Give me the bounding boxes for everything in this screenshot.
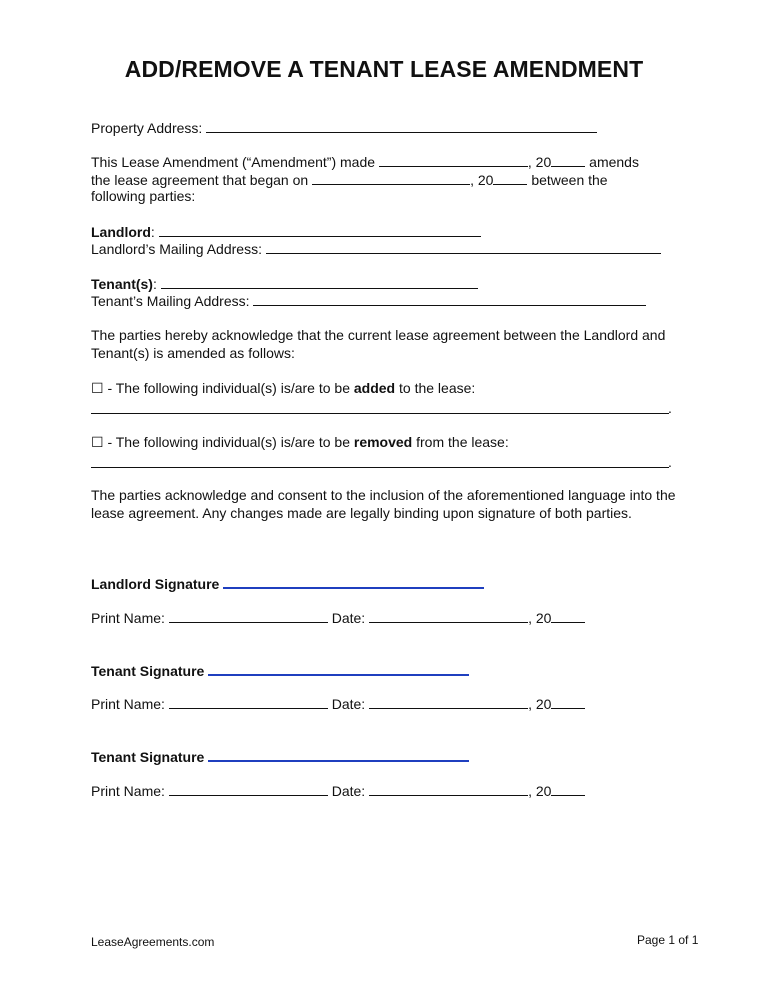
- date-label: Date:: [331, 696, 366, 712]
- property-address-field[interactable]: [206, 119, 597, 133]
- tenant-signature-field[interactable]: [208, 661, 469, 676]
- remove-option-text: - The following individual(s) is/are to be: [103, 434, 354, 450]
- tenant-signature-row: [91, 747, 469, 767]
- lease-start-year-field[interactable]: [493, 171, 527, 185]
- intro-line-2: [91, 171, 608, 190]
- remove-checkbox[interactable]: ☐: [91, 434, 104, 450]
- tenant-mailing-label: Tenant’s Mailing Address:: [91, 293, 250, 309]
- amendment-date-field[interactable]: [379, 153, 528, 167]
- consent-paragraph: The parties acknowledge and consent to the inclusion of the aforementioned language into the lease agreement. Any changes made are legally binding upon signature of both parties.: [91, 487, 676, 521]
- intro-text: the lease agreement that began on: [91, 172, 309, 188]
- date-field[interactable]: [369, 782, 528, 796]
- add-option-text: - The following individual(s) is/are to be: [103, 380, 354, 396]
- property-address-row: [91, 119, 597, 138]
- removed-individuals-field[interactable]: [91, 467, 669, 468]
- intro-line-1: [91, 153, 639, 172]
- date-field[interactable]: [369, 695, 528, 709]
- tenant-name-field[interactable]: [161, 275, 478, 289]
- add-option-row: [91, 380, 475, 398]
- print-name-field[interactable]: [169, 609, 328, 623]
- add-checkbox[interactable]: ☐: [91, 380, 104, 396]
- print-name-row: [91, 609, 585, 628]
- landlord-label: Landlord: [91, 224, 151, 240]
- print-name-field[interactable]: [169, 782, 328, 796]
- landlord-mailing-label: Landlord’s Mailing Address:: [91, 241, 262, 257]
- tenant-mailing-field[interactable]: [253, 292, 646, 306]
- footer-site: LeaseAgreements.com: [91, 935, 215, 949]
- tenant-label: Tenant(s): [91, 276, 153, 292]
- tenant-signature-row: [91, 661, 469, 681]
- year-prefix: , 20: [528, 610, 552, 626]
- print-name-label: Print Name:: [91, 783, 165, 799]
- signature-label: Tenant Signature: [91, 749, 205, 765]
- print-name-row: [91, 782, 585, 801]
- year-prefix: , 20: [528, 783, 552, 799]
- year-prefix: , 20: [527, 154, 552, 170]
- intro-text: amends: [589, 154, 639, 170]
- signature-label: Landlord Signature: [91, 576, 220, 592]
- print-name-field[interactable]: [169, 695, 328, 709]
- remove-option-row: [91, 434, 509, 452]
- add-option-text: to the lease:: [395, 380, 476, 396]
- print-name-label: Print Name:: [91, 696, 165, 712]
- print-name-row: [91, 695, 585, 714]
- year-prefix: , 20: [470, 172, 494, 188]
- intro-text: between the: [531, 172, 608, 188]
- date-label: Date:: [331, 610, 366, 626]
- property-address-label: Property Address:: [91, 120, 203, 136]
- landlord-mailing-field[interactable]: [266, 240, 661, 254]
- landlord-row: [91, 223, 481, 242]
- acknowledgement-paragraph: The parties hereby acknowledge that the current lease agreement between the Landlord and Tenant(s) is amended as follows:: [91, 327, 666, 361]
- remove-option-text: from the lease:: [412, 434, 509, 450]
- amendment-year-field[interactable]: [551, 153, 585, 167]
- year-field[interactable]: [551, 695, 585, 709]
- landlord-signature-row: [91, 574, 484, 594]
- document-title: ADD/REMOVE A TENANT LEASE AMENDMENT: [124, 56, 644, 82]
- landlord-mailing-row: [91, 240, 661, 259]
- signature-label: Tenant Signature: [91, 663, 205, 679]
- date-label: Date:: [331, 783, 366, 799]
- tenant-row: [91, 275, 478, 294]
- colon: :: [150, 224, 155, 240]
- print-name-label: Print Name:: [91, 610, 165, 626]
- landlord-signature-field[interactable]: [223, 574, 484, 589]
- remove-option-bold: removed: [353, 434, 413, 450]
- added-individuals-field[interactable]: [91, 413, 669, 414]
- year-prefix: , 20: [528, 696, 552, 712]
- line-end-period: .: [668, 454, 672, 470]
- footer-page-number: Page 1 of 1: [637, 933, 699, 947]
- landlord-name-field[interactable]: [159, 223, 481, 237]
- intro-text: This Lease Amendment (“Amendment”) made: [91, 154, 376, 170]
- add-option-bold: added: [353, 380, 396, 396]
- lease-start-date-field[interactable]: [312, 171, 470, 185]
- colon: :: [152, 276, 157, 292]
- year-field[interactable]: [551, 782, 585, 796]
- intro-line-3: following parties:: [91, 188, 196, 204]
- date-field[interactable]: [369, 609, 528, 623]
- year-field[interactable]: [551, 609, 585, 623]
- tenant-signature-field[interactable]: [208, 747, 469, 762]
- tenant-mailing-row: [91, 292, 646, 311]
- line-end-period: .: [668, 400, 672, 416]
